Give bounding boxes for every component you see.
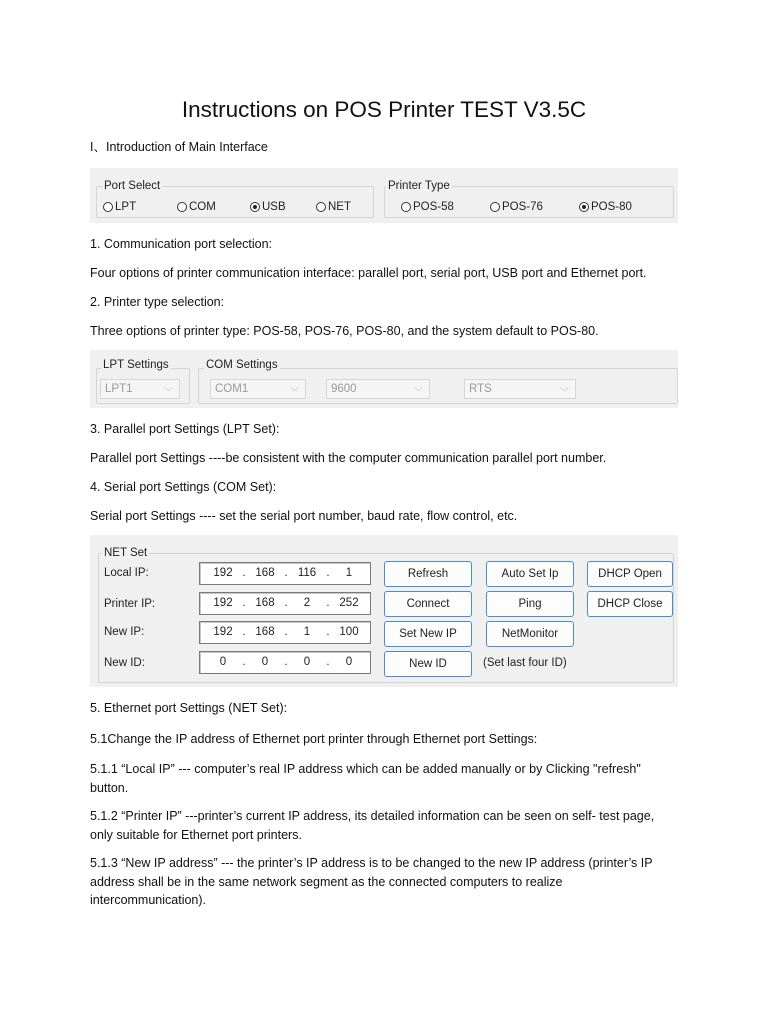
ip-separator: . <box>242 656 246 668</box>
set-last-four-id-note: (Set last four ID) <box>483 657 567 669</box>
p3-text: Parallel port Settings ----be consistent with the computer communication parallel port number. <box>90 451 607 465</box>
new-id-field[interactable] <box>199 651 371 674</box>
ip-octet: 168 <box>255 567 275 579</box>
port-radio-net[interactable] <box>316 201 351 213</box>
radio-com-indicator <box>177 202 187 212</box>
radio-pos58-label: POS-58 <box>413 201 454 213</box>
flow-control-select[interactable] <box>464 379 576 399</box>
ip-separator: . <box>326 597 330 609</box>
printer-type-legend: Printer Type <box>388 180 450 192</box>
ip-octet: 0 <box>219 656 227 668</box>
p4-text: Serial port Settings ---- set the serial port number, baud rate, flow control, etc. <box>90 509 518 523</box>
radio-lpt-label: LPT <box>115 201 137 213</box>
radio-pos76-indicator <box>490 202 500 212</box>
auto-set-ip-button[interactable]: Auto Set Ip <box>486 561 574 587</box>
dhcp-close-button[interactable]: DHCP Close <box>587 591 673 617</box>
type-radio-pos80[interactable] <box>579 201 632 213</box>
chevron-down-icon: ﹀ <box>413 387 423 397</box>
net-set-legend: NET Set <box>104 547 148 559</box>
printer-ip-label: Printer IP: <box>104 598 156 610</box>
com-port-value: COM1 <box>215 383 249 395</box>
new-ip-field[interactable] <box>199 621 371 644</box>
radio-lpt-indicator <box>103 202 113 212</box>
new-id-label: New ID: <box>104 657 145 669</box>
ip-octet: 1 <box>345 567 353 579</box>
p2-heading: 2. Printer type selection: <box>90 295 225 309</box>
ip-octet: 0 <box>345 656 353 668</box>
dhcp-open-button[interactable]: DHCP Open <box>587 561 673 587</box>
radio-com-label: COM <box>189 201 216 213</box>
p1-heading: 1. Communication port selection: <box>90 237 273 251</box>
radio-pos80-indicator <box>579 202 589 212</box>
p2-text: Three options of printer type: POS-58, POS-76, POS-80, and the system default to POS-80. <box>90 324 599 338</box>
ip-octet: 192 <box>213 597 233 609</box>
baud-rate-value: 9600 <box>331 383 357 395</box>
net-set-panel <box>90 535 678 687</box>
lpt-port-select[interactable] <box>100 379 180 399</box>
refresh-button[interactable]: Refresh <box>384 561 472 587</box>
radio-pos58-indicator <box>401 202 411 212</box>
ip-separator: . <box>242 567 246 579</box>
local-ip-label: Local IP: <box>104 567 149 579</box>
radio-usb-label: USB <box>262 201 286 213</box>
lpt-port-value: LPT1 <box>105 383 133 395</box>
ip-octet: 100 <box>339 626 359 638</box>
connect-button[interactable]: Connect <box>384 591 472 617</box>
type-radio-pos58[interactable] <box>401 201 454 213</box>
ip-separator: . <box>284 656 288 668</box>
printer-ip-field[interactable] <box>199 592 371 615</box>
ip-octet: 168 <box>255 597 275 609</box>
radio-pos76-label: POS-76 <box>502 201 543 213</box>
ping-button[interactable]: Ping <box>486 591 574 617</box>
lpt-settings-legend: LPT Settings <box>103 359 169 371</box>
ip-separator: . <box>284 626 288 638</box>
chevron-down-icon: ﹀ <box>163 387 173 397</box>
settings-panel <box>90 350 678 408</box>
p3-heading: 3. Parallel port Settings (LPT Set): <box>90 422 280 436</box>
new-id-button[interactable]: New ID <box>384 651 472 677</box>
port-select-legend: Port Select <box>104 180 161 192</box>
p51-text: 5.1Change the IP address of Ethernet port printer through Ethernet port Settings: <box>90 732 538 746</box>
port-radio-lpt[interactable] <box>103 201 136 213</box>
radio-net-indicator <box>316 202 326 212</box>
ip-octet: 0 <box>261 656 269 668</box>
radio-pos80-label: POS-80 <box>591 201 632 213</box>
port-select-panel <box>90 168 678 223</box>
chevron-down-icon: ﹀ <box>559 387 569 397</box>
ip-separator: . <box>284 597 288 609</box>
ip-octet: 252 <box>339 597 359 609</box>
type-radio-pos76[interactable] <box>490 201 543 213</box>
baud-rate-select[interactable] <box>326 379 430 399</box>
p512-text: 5.1.2 “Printer IP” ---printer’s current IP address, its detailed information can be seen on self- test page, only suitable for Ethernet port printers. <box>90 809 655 842</box>
ip-octet: 192 <box>213 626 233 638</box>
ip-separator: . <box>242 597 246 609</box>
ip-octet: 192 <box>213 567 233 579</box>
p511-text: 5.1.1 “Local IP” --- computer’s real IP address which can be added manually or by Clicking "refresh" button. <box>90 762 641 795</box>
port-radio-usb[interactable] <box>250 201 286 213</box>
set-new-ip-button[interactable]: Set New IP <box>384 621 472 647</box>
section-heading: I、Introduction of Main Interface <box>90 140 268 154</box>
ip-octet: 0 <box>303 656 311 668</box>
ip-octet: 1 <box>303 626 311 638</box>
ip-separator: . <box>326 626 330 638</box>
ip-octet: 168 <box>255 626 275 638</box>
new-ip-label: New IP: <box>104 626 145 638</box>
radio-net-label: NET <box>328 201 351 213</box>
p5-heading: 5. Ethernet port Settings (NET Set): <box>90 701 288 715</box>
net-monitor-button[interactable]: NetMonitor <box>486 621 574 647</box>
ip-octet: 116 <box>297 567 317 579</box>
p1-text: Four options of printer communication interface: parallel port, serial port, USB port and Ethernet port. <box>90 266 647 280</box>
ip-separator: . <box>326 567 330 579</box>
com-port-select[interactable] <box>210 379 306 399</box>
ip-separator: . <box>242 626 246 638</box>
ip-separator: . <box>326 656 330 668</box>
radio-usb-indicator <box>250 202 260 212</box>
document-title: Instructions on POS Printer TEST V3.5C <box>181 97 587 122</box>
ip-octet: 2 <box>303 597 311 609</box>
local-ip-field[interactable] <box>199 562 371 585</box>
com-settings-legend: COM Settings <box>206 359 278 371</box>
p4-heading: 4. Serial port Settings (COM Set): <box>90 480 277 494</box>
p513-text: 5.1.3 “New IP address” --- the printer’s IP address is to be changed to the new IP address (printer’s IP address shall be in the same network segment as the connected computers to realize intercommunication). <box>90 856 653 907</box>
ip-separator: . <box>284 567 288 579</box>
port-radio-com[interactable] <box>177 201 216 213</box>
chevron-down-icon: ﹀ <box>289 387 299 397</box>
flow-control-value: RTS <box>469 383 492 395</box>
